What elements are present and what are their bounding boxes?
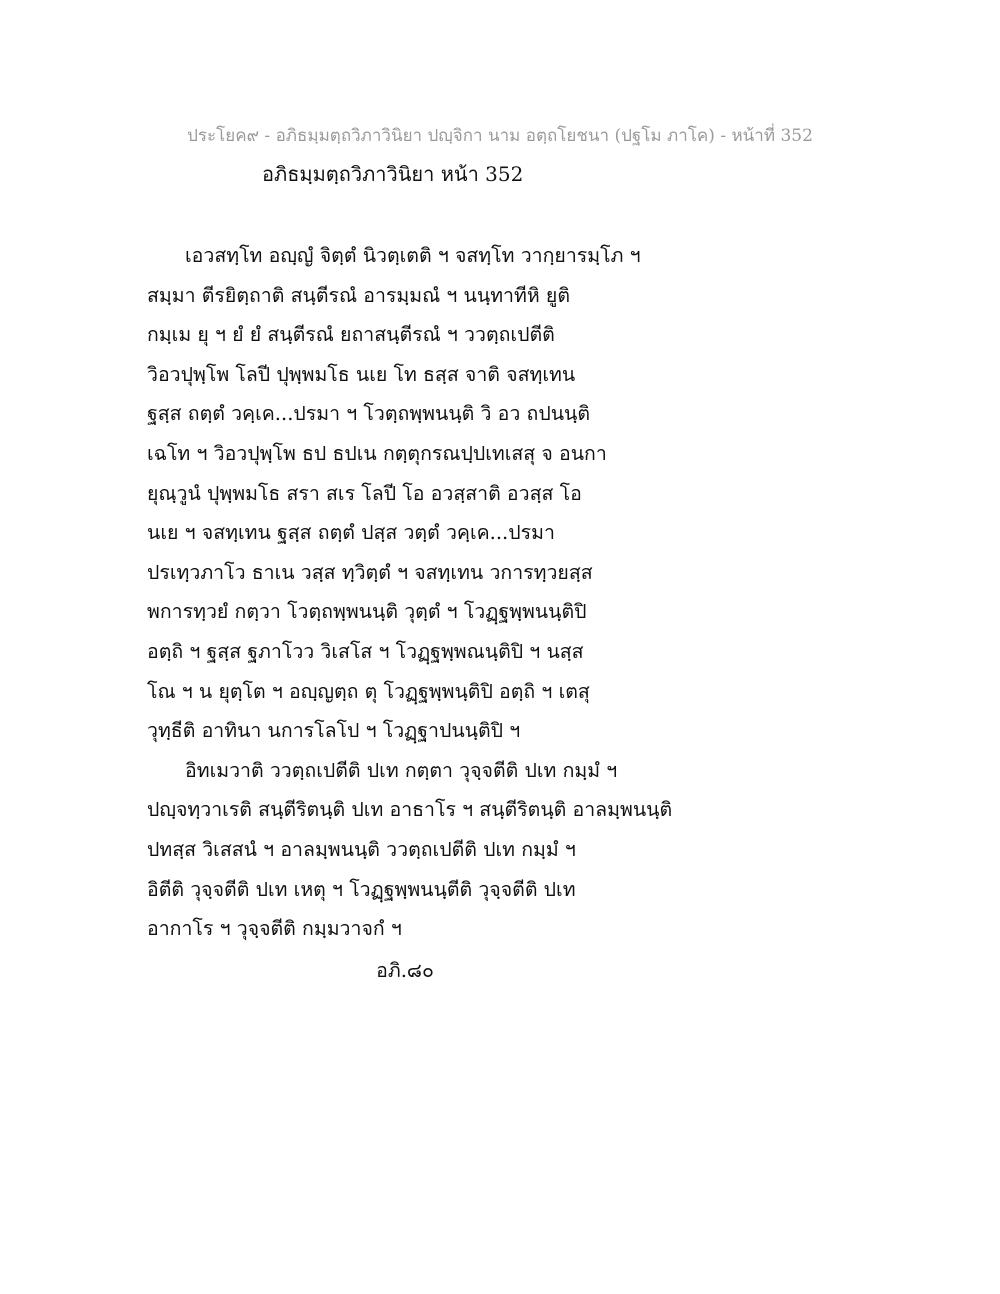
body-text [147, 240, 867, 953]
paragraph-line: โณ ฯ น ยุตฺโต ฯ อญฺญตฺถ ตุ โวฏฺฐพฺพนฺติปิ อตฺถิ ฯ เตสุ [147, 679, 590, 703]
paragraph-line: ฐสฺส ถตฺตํ วคฺเค...ปรมา ฯ โวตฺถพฺพนนฺติ วิ อว ถปนนฺติ [147, 402, 591, 426]
paragraph-line: เอวสทฺโท อญฺญํ จิตฺตํ นิวตฺเตติ ฯ จสทฺโท วากฺยารมฺโภ ฯ [185, 244, 641, 267]
page-title: อภิธมฺมตฺถวิภาวินิยา หน้า 352 [262, 162, 524, 186]
paragraph-line: อากาโร ฯ วุจฺจตีติ กมฺมวาจกํ ฯ [147, 917, 402, 941]
paragraph-line: วุทฺธีติ อาทินา นการโลโป ฯ โวฏฺฐาปนนฺติปิ ฯ [147, 719, 521, 743]
paragraph-line: เฉโท ฯ วิอวปุพฺโพ ธป ธปเน กตฺตุกรณปฺปเทเสสุ จ อนกา [147, 441, 607, 465]
paragraph-line: อตฺถิ ฯ ฐสฺส ฐภาโวว วิเสโส ฯ โวฏฺฐพฺพณนฺติปิ ฯ นสฺส [147, 639, 584, 663]
paragraph-line: วิอวปุพฺโพ โลปี ปุพฺพมโธ นเย โท ธสฺส จาติ จสทฺเทน [147, 362, 576, 386]
running-header: ประโยค๙ - อภิธมฺมตฺถวิภาวินิยา ปญฺจิกา นาม อตฺถโยชนา (ปฐโม ภาโค) - หน้าที่ 352 [187, 126, 813, 146]
paragraph-line: สมฺมา ตีรยิตฺถาติ สนฺตีรณํ อารมฺมณํ ฯ นนฺทาทีหิ ยูติ [147, 283, 571, 307]
paragraph-line: ปญฺจทฺวาเรติ สนฺตีริตนฺติ ปเท อาธาโร ฯ สนฺตีริตนฺติ อาลมฺพนนฺติ [147, 798, 673, 822]
paragraph-line: พการทฺวยํ กตฺวา โวตฺถพฺพนนฺติ วุตฺตํ ฯ โวฏฺฐพฺพนนฺติปิ [147, 600, 587, 624]
paragraph-line: ยุณฺวูนํ ปุพฺพมโธ สรา สเร โลปี โอ อวสฺสาติ อวสฺส โอ [147, 481, 582, 505]
paragraph-line: อิทเมวาติ ววตฺถเปตีติ ปเท กตฺตา วุจฺจตีติ ปเท กมฺมํ ฯ [185, 758, 618, 782]
page-number: อภิ.๘๐ [376, 959, 434, 982]
paragraph-line: นเย ฯ จสทฺเทน ฐสฺส ถตฺตํ ปสฺส วตฺตํ วคฺเค...ปรมา [147, 521, 555, 545]
paragraph-line: กมฺเม ยุ ฯ ยํ ยํ สนฺตีรณํ ยถาสนฺตีรณํ ฯ ววตฺถเปตีติ [147, 323, 555, 347]
paragraph-line: ปทสฺส วิเสสนํ ฯ อาลมฺพนนฺติ ววตฺถเปตีติ ปเท กมฺมํ ฯ [147, 837, 576, 861]
paragraph-line: อิตีติ วุจฺจตีติ ปเท เหตุ ฯ โวฏฺฐพฺพนนฺตีติ วุจฺจตีติ ปเท [147, 877, 576, 901]
paragraph-line: ปรเทฺวภาโว ธาเน วสฺส ทฺวิตฺตํ ฯ จสทฺเทน วการทฺวยสฺส [147, 560, 593, 584]
